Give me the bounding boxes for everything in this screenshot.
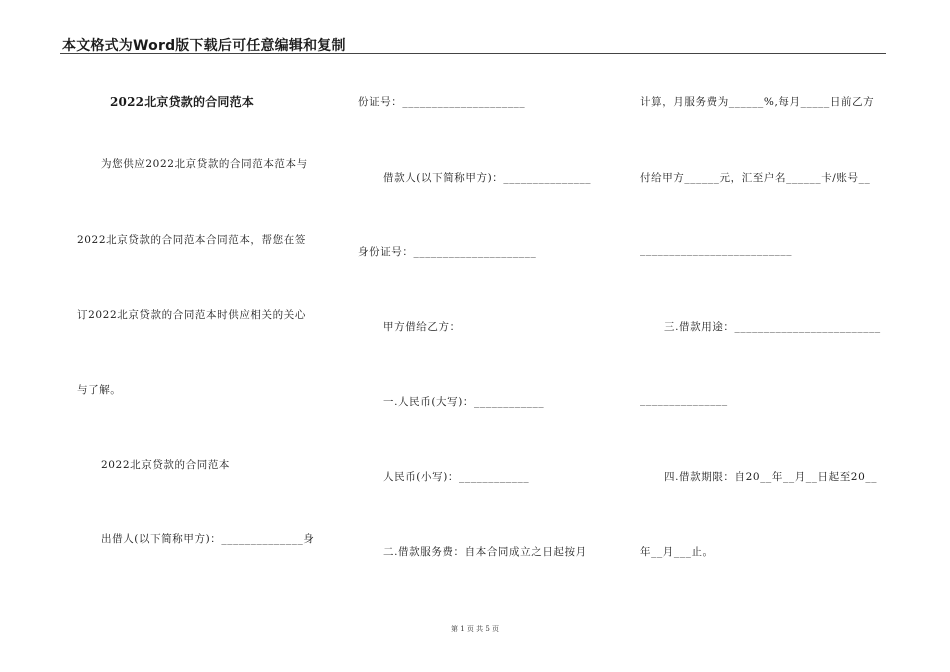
borrower-field: 借款人(以下简称甲方)：_______________ bbox=[383, 172, 592, 184]
fee-calculation-line: 计算，月服务费为______%,每月_____日前乙方 bbox=[640, 96, 875, 108]
contract-subtitle: 2022北京贷款的合同范本 bbox=[101, 459, 231, 471]
header-divider bbox=[60, 53, 886, 54]
page-number: 第 1 页 共 5 页 bbox=[450, 625, 500, 633]
lender-id-field: 份证号：_____________________ bbox=[358, 96, 526, 108]
document-title: 2022北京贷款的合同范本 bbox=[110, 95, 254, 109]
blank-line-1: __________________________ bbox=[640, 244, 793, 256]
loan-purpose-field: 三.借款用途：_________________________ bbox=[664, 321, 881, 333]
intro-line-3: 订2022北京贷款的合同范本时供应相关的关心 bbox=[77, 309, 306, 321]
lender-field: 出借人(以下简称甲方)：______________身 bbox=[101, 533, 315, 545]
loan-term-end: 年__月___止。 bbox=[640, 546, 714, 558]
payment-account-line: 付给甲方______元，汇至户名______卡/账号__ bbox=[640, 172, 871, 184]
loan-term-clause: 四.借款期限：自20__年__月__日起至20__ bbox=[664, 471, 878, 483]
intro-line-1: 为您供应2022北京贷款的合同范本范本与 bbox=[101, 158, 308, 170]
service-fee-clause: 二.借款服务费：自本合同成立之日起按月 bbox=[383, 546, 587, 558]
borrower-id-field: 身份证号：_____________________ bbox=[358, 246, 537, 258]
intro-line-4: 与了解。 bbox=[77, 384, 122, 396]
amount-uppercase-field: 一.人民币(大写)：____________ bbox=[383, 396, 545, 408]
document-header-title: 本文格式为Word版下载后可任意编辑和复制 bbox=[62, 38, 346, 54]
amount-lowercase-field: 人民币(小写)：____________ bbox=[383, 471, 530, 483]
blank-line-2: _______________ bbox=[640, 394, 728, 406]
lend-to-party-b: 甲方借给乙方： bbox=[383, 321, 461, 333]
intro-line-2: 2022北京贷款的合同范本合同范本，帮您在签 bbox=[77, 234, 306, 246]
